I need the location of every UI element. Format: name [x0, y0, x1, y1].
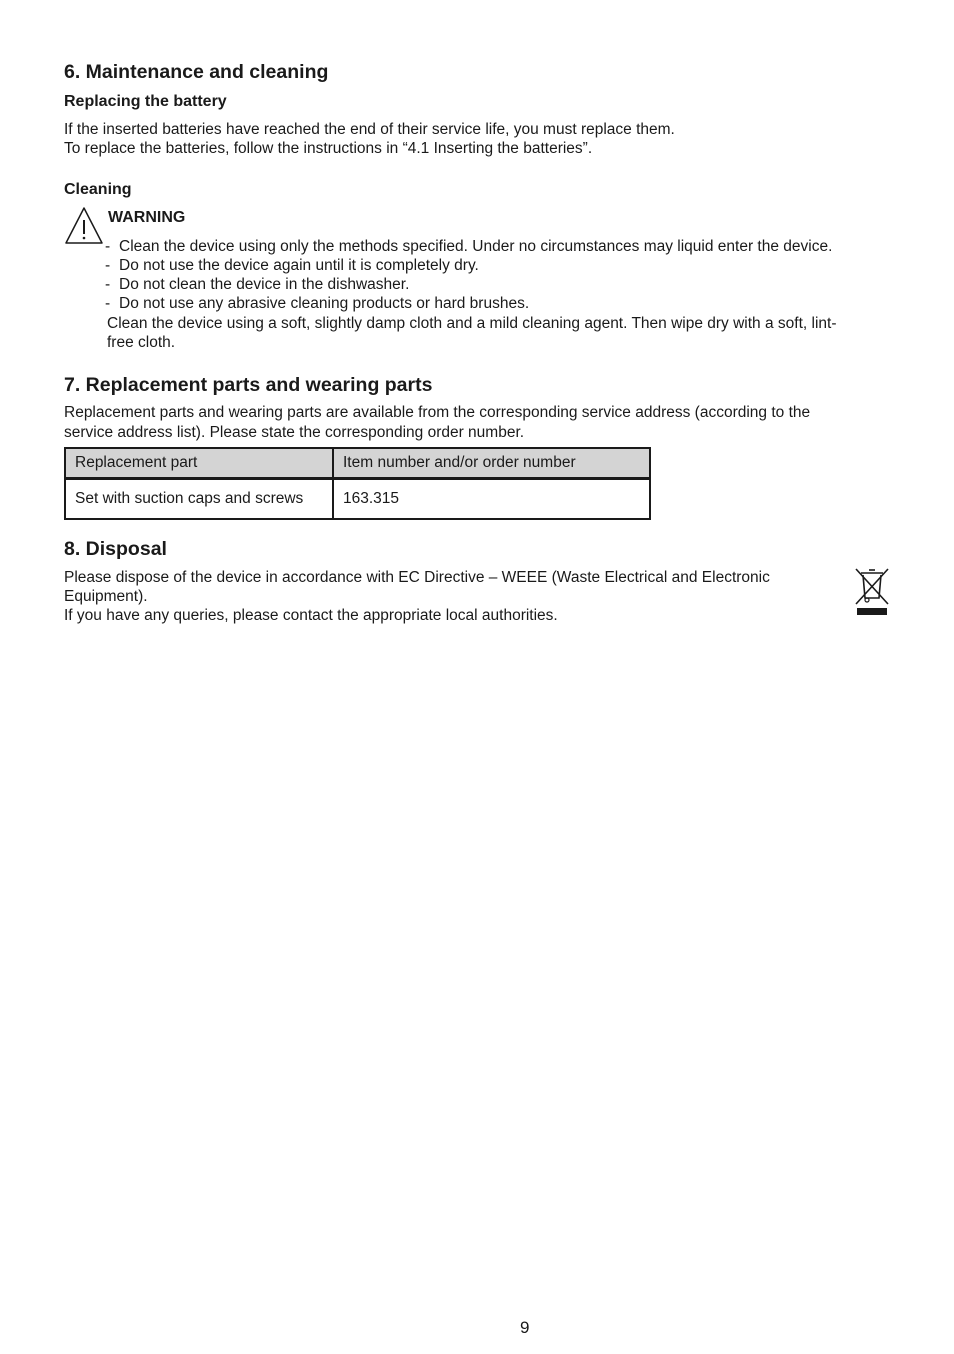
section-6-title: 6. Maintenance and cleaning: [64, 61, 329, 83]
table-cell: Set with suction caps and screws: [65, 479, 333, 520]
cleaning-bullet-4: - Do not use any abrasive cleaning products or hard brushes.: [105, 295, 530, 312]
disposal-text-line-3: If you have any queries, please contact the appropriate local authorities.: [64, 607, 558, 624]
table-header-cell: Replacement part: [65, 448, 333, 479]
section-7-title: 7. Replacement parts and wearing parts: [64, 374, 433, 396]
parts-text-line-2: service address list). Please state the corresponding order number.: [64, 424, 525, 441]
disposal-text-line-2: Equipment).: [64, 588, 148, 605]
cleaning-bullet-1: - Clean the device using only the methods specified. Under no circumstances may liquid enter the device.: [105, 238, 833, 255]
weee-crossed-bin-icon: [853, 567, 891, 617]
page-number: 9: [520, 1318, 530, 1337]
table-header-cell: Item number and/or order number: [333, 448, 650, 479]
battery-text-line-1: If the inserted batteries have reached the end of their service life, you must replace them.: [64, 121, 675, 138]
battery-text-line-2: To replace the batteries, follow the instructions in “4.1 Inserting the batteries”.: [64, 140, 593, 157]
section-8-title: 8. Disposal: [64, 538, 167, 560]
warning-triangle-icon: [64, 206, 104, 246]
cleaning-heading: Cleaning: [64, 181, 132, 198]
table-cell: 163.315: [333, 479, 650, 520]
cleaning-bullet-3: - Do not clean the device in the dishwasher.: [105, 276, 410, 293]
table-header-row: [65, 448, 650, 479]
replacement-parts-table: [64, 447, 651, 520]
cleaning-note-line-1: Clean the device using a soft, slightly damp cloth and a mild cleaning agent. Then wipe dry with a soft, lint-: [107, 315, 837, 332]
parts-text-line-1: Replacement parts and wearing parts are available from the corresponding service address (according to the: [64, 404, 811, 421]
battery-heading: Replacing the battery: [64, 93, 227, 110]
table-row: [65, 479, 650, 520]
cleaning-bullet-2: - Do not use the device again until it is completely dry.: [105, 257, 479, 274]
cleaning-note-line-2: free cloth.: [107, 334, 176, 351]
disposal-text-line-1: Please dispose of the device in accordance with EC Directive – WEEE (Waste Electrical and Electronic: [64, 569, 770, 586]
warning-label: WARNING: [108, 209, 186, 226]
